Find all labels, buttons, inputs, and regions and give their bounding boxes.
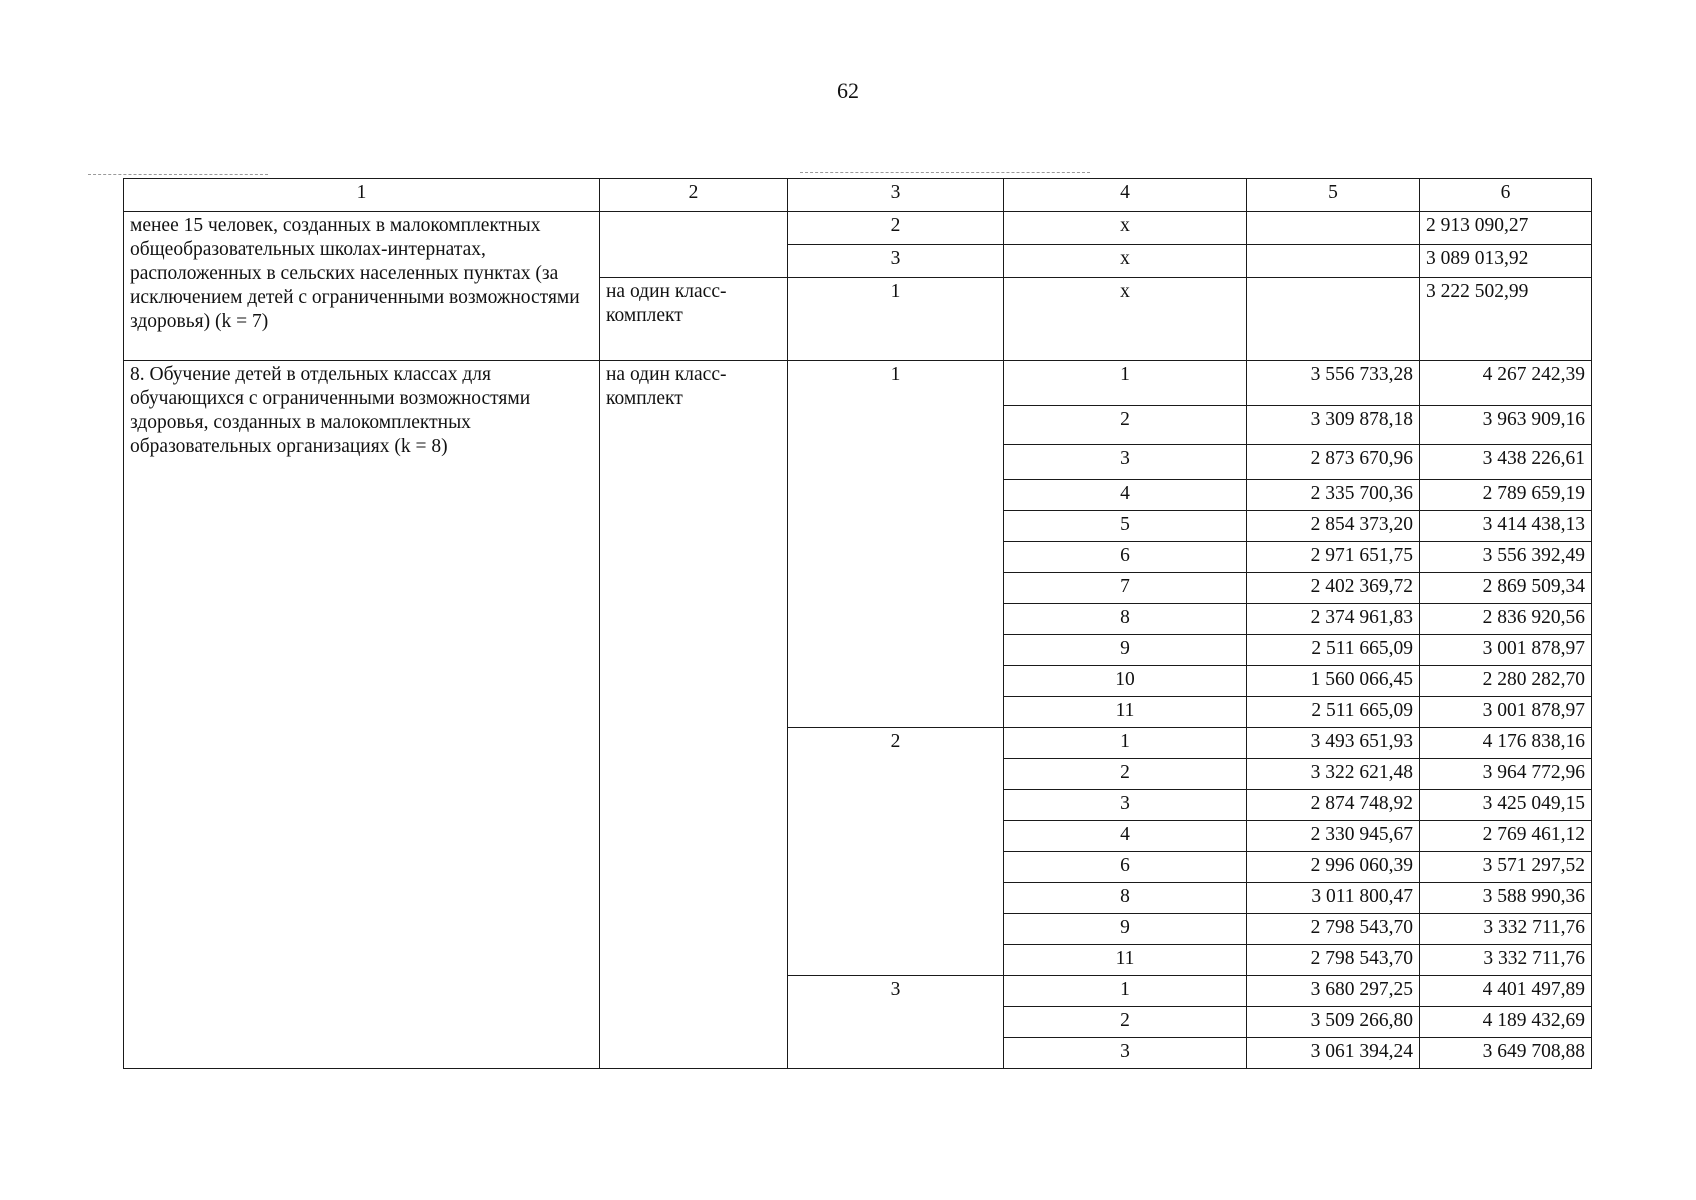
value-cell-5: 3 680 297,25 <box>1247 976 1420 1007</box>
value-cell-6: 2 869 509,34 <box>1420 573 1592 604</box>
value-cell-5: 2 798 543,70 <box>1247 914 1420 945</box>
header-cell-1: 1 <box>124 179 600 212</box>
value-cell-5: 2 996 060,39 <box>1247 852 1420 883</box>
value-cell-6: 3 571 297,52 <box>1420 852 1592 883</box>
value-cell-6: 3 001 878,97 <box>1420 697 1592 728</box>
value-cell-5: 2 854 373,20 <box>1247 511 1420 542</box>
grade-cell: 9 <box>1004 914 1247 945</box>
grade-cell: 2 <box>1004 406 1247 445</box>
value-cell-6: 2 836 920,56 <box>1420 604 1592 635</box>
value-cell-6: 3 556 392,49 <box>1420 542 1592 573</box>
grade-cell: 1 <box>1004 361 1247 406</box>
value-cell-5: 2 971 651,75 <box>1247 542 1420 573</box>
value-cell-5: 3 493 651,93 <box>1247 728 1420 759</box>
value-cell-6: 4 267 242,39 <box>1420 361 1592 406</box>
value-cell-6: 4 176 838,16 <box>1420 728 1592 759</box>
value-cell-5: 2 798 543,70 <box>1247 945 1420 976</box>
value-cell-5: 2 511 665,09 <box>1247 697 1420 728</box>
grade-cell: x <box>1004 212 1247 245</box>
value-cell-6: 4 189 432,69 <box>1420 1007 1592 1038</box>
class-group-cell: 3 <box>788 245 1004 278</box>
value-cell-6: 3 332 711,76 <box>1420 945 1592 976</box>
header-cell-6: 6 <box>1420 179 1592 212</box>
grade-cell: 8 <box>1004 883 1247 914</box>
scan-artifact-line <box>88 174 268 175</box>
grade-cell: 1 <box>1004 976 1247 1007</box>
value-cell-6: 3 001 878,97 <box>1420 635 1592 666</box>
value-cell-5: 2 873 670,96 <box>1247 445 1420 480</box>
header-cell-5: 5 <box>1247 179 1420 212</box>
grade-cell: 2 <box>1004 1007 1247 1038</box>
grade-cell: 10 <box>1004 666 1247 697</box>
value-cell-6: 2 280 282,70 <box>1420 666 1592 697</box>
value-cell-6: 3 425 049,15 <box>1420 790 1592 821</box>
grade-cell: 9 <box>1004 635 1247 666</box>
grade-cell: x <box>1004 278 1247 361</box>
value-cell-5: 3 322 621,48 <box>1247 759 1420 790</box>
value-cell-6: 3 414 438,13 <box>1420 511 1592 542</box>
scan-artifact-line <box>800 172 1090 173</box>
header-cell-4: 4 <box>1004 179 1247 212</box>
value-cell-5 <box>1247 212 1420 245</box>
header-cell-3: 3 <box>788 179 1004 212</box>
class-group-cell: 2 <box>788 212 1004 245</box>
grade-cell: x <box>1004 245 1247 278</box>
header-cell-2: 2 <box>600 179 788 212</box>
class-group-cell: 1 <box>788 361 1004 728</box>
value-cell-6: 3 089 013,92 <box>1420 245 1592 278</box>
unit-cell: на один класс-комплект <box>600 278 788 361</box>
value-cell-5: 3 556 733,28 <box>1247 361 1420 406</box>
page-number: 62 <box>837 78 859 103</box>
value-cell-6: 2 913 090,27 <box>1420 212 1592 245</box>
data-table <box>123 178 1592 1069</box>
value-cell-5: 2 511 665,09 <box>1247 635 1420 666</box>
grade-cell: 11 <box>1004 945 1247 976</box>
table-row <box>124 212 1592 245</box>
grade-cell: 8 <box>1004 604 1247 635</box>
header-row <box>124 179 1592 212</box>
grade-cell: 6 <box>1004 852 1247 883</box>
unit-cell: на один класс-комплект <box>600 361 788 1069</box>
value-cell-6: 3 963 909,16 <box>1420 406 1592 445</box>
unit-cell-empty <box>600 212 788 278</box>
table-row <box>124 361 1592 406</box>
value-cell-6: 2 769 461,12 <box>1420 821 1592 852</box>
value-cell-6: 3 332 711,76 <box>1420 914 1592 945</box>
grade-cell: 5 <box>1004 511 1247 542</box>
table-body <box>124 179 1592 1069</box>
grade-cell: 6 <box>1004 542 1247 573</box>
value-cell-5: 3 309 878,18 <box>1247 406 1420 445</box>
value-cell-6: 2 789 659,19 <box>1420 480 1592 511</box>
row-description: менее 15 человек, созданных в малокомплектных общеобразовательных школах-интернатах, расположенных в сельских населенных пунктах (за исключением детей с ограниченными возможностями здоровья) (k = 7) <box>124 212 600 361</box>
class-group-cell: 2 <box>788 728 1004 976</box>
value-cell-6: 4 401 497,89 <box>1420 976 1592 1007</box>
value-cell-6: 3 222 502,99 <box>1420 278 1592 361</box>
grade-cell: 1 <box>1004 728 1247 759</box>
value-cell-6: 3 649 708,88 <box>1420 1038 1592 1069</box>
value-cell-5 <box>1247 278 1420 361</box>
class-group-cell: 3 <box>788 976 1004 1069</box>
value-cell-5: 2 402 369,72 <box>1247 573 1420 604</box>
value-cell-5: 3 011 800,47 <box>1247 883 1420 914</box>
grade-cell: 2 <box>1004 759 1247 790</box>
grade-cell: 7 <box>1004 573 1247 604</box>
grade-cell: 4 <box>1004 821 1247 852</box>
value-cell-5: 3 509 266,80 <box>1247 1007 1420 1038</box>
value-cell-5: 2 874 748,92 <box>1247 790 1420 821</box>
grade-cell: 3 <box>1004 790 1247 821</box>
value-cell-5: 1 560 066,45 <box>1247 666 1420 697</box>
grade-cell: 3 <box>1004 1038 1247 1069</box>
class-group-cell: 1 <box>788 278 1004 361</box>
value-cell-5: 2 330 945,67 <box>1247 821 1420 852</box>
value-cell-6: 3 438 226,61 <box>1420 445 1592 480</box>
value-cell-6: 3 964 772,96 <box>1420 759 1592 790</box>
value-cell-5 <box>1247 245 1420 278</box>
value-cell-5: 2 374 961,83 <box>1247 604 1420 635</box>
grade-cell: 3 <box>1004 445 1247 480</box>
value-cell-5: 3 061 394,24 <box>1247 1038 1420 1069</box>
value-cell-5: 2 335 700,36 <box>1247 480 1420 511</box>
row-description: 8. Обучение детей в отдельных классах для обучающихся с ограниченными возможностями здоровья, созданных в малокомплектных образовательных организациях (k = 8) <box>124 361 600 1069</box>
grade-cell: 11 <box>1004 697 1247 728</box>
grade-cell: 4 <box>1004 480 1247 511</box>
value-cell-6: 3 588 990,36 <box>1420 883 1592 914</box>
